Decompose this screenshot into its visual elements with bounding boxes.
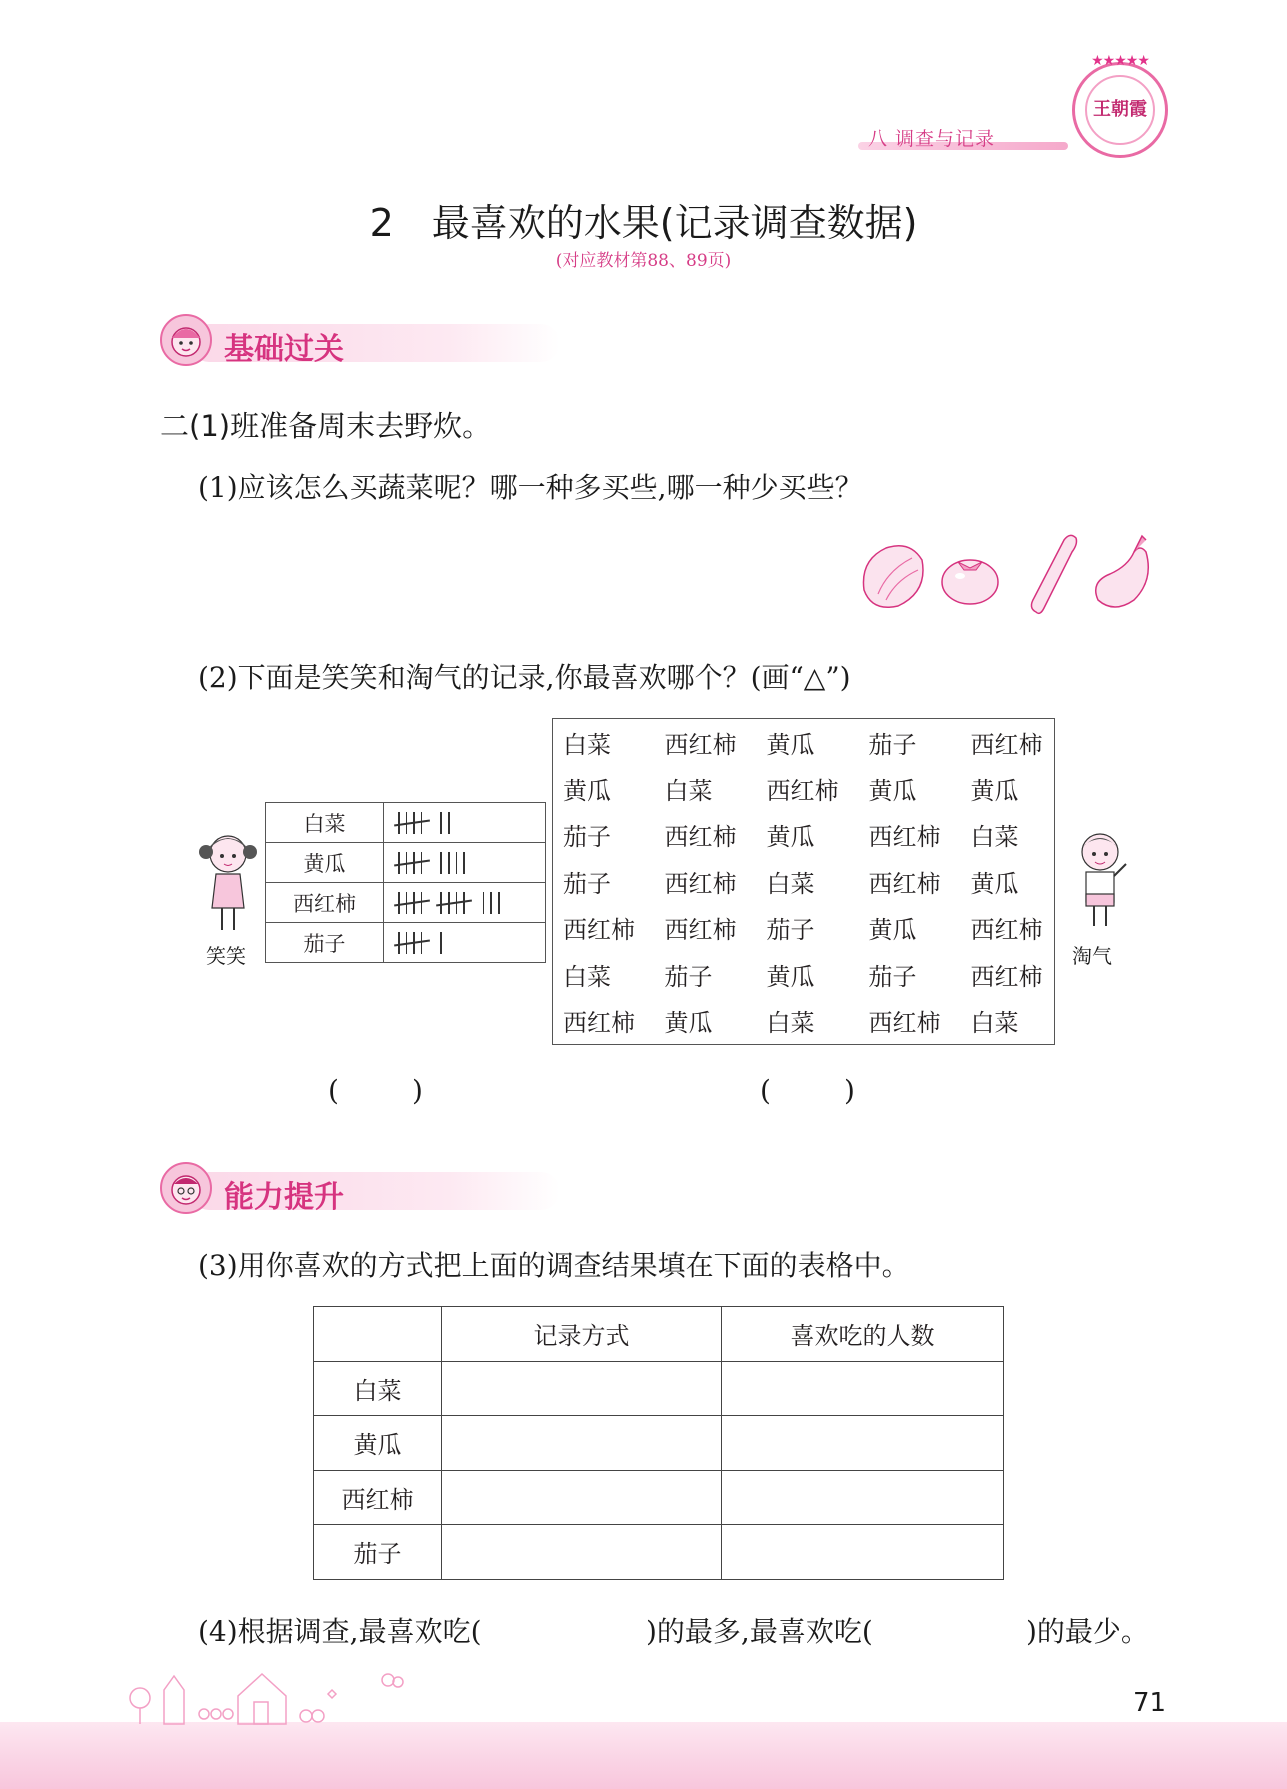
question-4-part-b: )的最多,最喜欢吃( <box>646 1615 873 1648</box>
eggplant-icon <box>1096 536 1149 607</box>
record-cell: 黄瓜 <box>970 869 1019 898</box>
record-cell: 西红柿 <box>970 962 1043 991</box>
result-header-cell: 记录方式 <box>442 1307 722 1362</box>
girl-face-icon <box>160 314 212 366</box>
result-header-row <box>314 1307 1004 1362</box>
tally-row <box>266 883 546 923</box>
record-method-input-cell[interactable] <box>442 1416 722 1471</box>
record-cell: 茄子 <box>766 916 815 945</box>
tally-marks <box>384 843 546 883</box>
record-cell: 白菜 <box>970 823 1019 852</box>
tally-group-five <box>398 932 428 954</box>
record-cell: 西红柿 <box>664 730 737 759</box>
question-3: (3)用你喜欢的方式把上面的调查结果填在下面的表格中。 <box>198 1249 910 1282</box>
taoqi-label: 淘气 <box>1072 944 1112 968</box>
xiaoxiao-girl-illustration <box>196 828 260 938</box>
record-cell: 西红柿 <box>766 776 839 805</box>
page-subtitle: (对应教材第88、89页) <box>555 251 732 271</box>
record-cell: 黄瓜 <box>868 776 917 805</box>
question-4-part-c: )的最少。 <box>1026 1615 1149 1648</box>
record-cell: 西红柿 <box>563 1009 635 1037</box>
chapter-tag: 八 调查与记录 <box>868 128 996 150</box>
cabbage-icon <box>863 546 923 608</box>
intro-text: 二(1)班准备周末去野炊。 <box>160 409 492 443</box>
result-header-cell: 喜欢吃的人数 <box>722 1307 1004 1362</box>
answer-paren-taoqi-close: ) <box>844 1074 855 1107</box>
record-method-input-cell[interactable] <box>442 1470 722 1525</box>
record-cell: 黄瓜 <box>766 730 815 759</box>
result-row <box>314 1470 1004 1525</box>
record-cell: 白菜 <box>970 1009 1019 1037</box>
record-cell: 黄瓜 <box>868 916 917 945</box>
answer-slot-most[interactable] <box>540 1606 644 1646</box>
result-veg-name: 黄瓜 <box>314 1416 442 1471</box>
answer-slot-taoqi[interactable] <box>776 1072 842 1108</box>
tally-group-partial <box>440 812 455 834</box>
tally-veg-name: 黄瓜 <box>266 843 384 883</box>
tomato-icon <box>942 560 998 604</box>
xiaoxiao-label: 笑笑 <box>206 944 246 968</box>
record-cell: 西红柿 <box>868 869 941 898</box>
record-cell: 西红柿 <box>868 823 941 852</box>
record-cell: 西红柿 <box>664 869 737 898</box>
xiaoxiao-tally-table <box>265 802 546 963</box>
question-2: (2)下面是笑笑和淘气的记录,你最喜欢哪个？(画“△”) <box>198 661 851 694</box>
record-cell: 茄子 <box>868 730 917 759</box>
record-row <box>553 998 1055 1045</box>
record-cell: 西红柿 <box>970 916 1043 945</box>
record-row <box>553 719 1055 766</box>
record-cell: 西红柿 <box>868 1009 941 1037</box>
answer-paren-taoqi-open: ( <box>760 1074 771 1107</box>
record-method-input-cell[interactable] <box>442 1361 722 1416</box>
tally-veg-name: 白菜 <box>266 803 384 843</box>
tally-group-five <box>440 892 470 914</box>
taoqi-record-grid <box>552 718 1055 1045</box>
result-row <box>314 1525 1004 1580</box>
seal-text: 王朝霞 <box>1093 99 1147 120</box>
record-cell: 茄子 <box>563 869 611 898</box>
record-cell: 茄子 <box>664 962 713 991</box>
record-cell: 西红柿 <box>664 916 737 945</box>
vegetable-illustrations <box>858 530 1158 620</box>
tally-row <box>266 803 546 843</box>
section-advanced-header <box>160 1162 580 1216</box>
record-cell: 黄瓜 <box>970 776 1019 805</box>
tally-group-partial <box>483 892 506 914</box>
taoqi-boy-illustration <box>1068 826 1132 936</box>
seal-stars: ★★★★★ <box>1091 53 1149 69</box>
tally-veg-name: 西红柿 <box>266 883 384 923</box>
people-count-input-cell[interactable] <box>722 1525 1004 1580</box>
result-row <box>314 1416 1004 1471</box>
result-veg-name: 白菜 <box>314 1361 442 1416</box>
question-4-part-a: (4)根据调查,最喜欢吃( <box>198 1615 482 1648</box>
record-row <box>553 812 1055 859</box>
result-veg-name: 茄子 <box>314 1525 442 1580</box>
record-cell: 白菜 <box>766 869 815 898</box>
page-number: 71 <box>1133 1688 1167 1718</box>
record-cell: 黄瓜 <box>563 776 611 805</box>
record-cell: 茄子 <box>563 823 611 852</box>
tally-group-partial <box>440 932 448 954</box>
tally-group-partial <box>440 852 470 874</box>
result-table <box>313 1306 1004 1580</box>
record-cell: 白菜 <box>766 1009 815 1037</box>
boy-face-icon <box>160 1162 212 1214</box>
record-cell: 西红柿 <box>664 823 737 852</box>
people-count-input-cell[interactable] <box>722 1470 1004 1525</box>
result-row <box>314 1361 1004 1416</box>
tally-veg-name: 茄子 <box>266 923 384 963</box>
tally-row <box>266 843 546 883</box>
record-cell: 茄子 <box>868 962 917 991</box>
cucumber-icon <box>1031 535 1076 613</box>
record-method-input-cell[interactable] <box>442 1525 722 1580</box>
section-advanced-label: 能力提升 <box>224 1180 344 1215</box>
record-cell: 黄瓜 <box>766 962 815 991</box>
record-row <box>553 858 1055 905</box>
record-cell: 西红柿 <box>970 730 1043 759</box>
record-cell: 白菜 <box>563 962 611 991</box>
record-cell: 黄瓜 <box>766 823 815 852</box>
result-veg-name: 西红柿 <box>314 1470 442 1525</box>
section-basic-label: 基础过关 <box>224 332 344 367</box>
record-cell: 白菜 <box>563 730 611 759</box>
tally-group-five <box>398 852 428 874</box>
section-basic-header <box>160 314 580 368</box>
record-row <box>553 765 1055 812</box>
page-title: 2 最喜欢的水果(记录调查数据) <box>369 201 918 245</box>
answer-slot-least[interactable] <box>914 1606 1024 1646</box>
brand-seal-logo <box>1072 53 1168 158</box>
tally-marks <box>384 923 546 963</box>
tally-group-five <box>398 812 428 834</box>
record-cell: 白菜 <box>664 776 713 805</box>
result-header-cell <box>314 1307 442 1362</box>
town-decoration <box>118 1660 418 1726</box>
tally-marks <box>384 803 546 843</box>
record-cell: 黄瓜 <box>664 1009 713 1037</box>
people-count-input-cell[interactable] <box>722 1416 1004 1471</box>
record-row <box>553 905 1055 952</box>
record-row <box>553 951 1055 998</box>
answer-slot-xiaoxiao[interactable] <box>344 1072 410 1108</box>
people-count-input-cell[interactable] <box>722 1361 1004 1416</box>
answer-paren-xiaoxiao-close: ) <box>412 1074 423 1107</box>
tally-marks <box>384 883 546 923</box>
record-cell: 西红柿 <box>563 916 635 945</box>
question-1: (1)应该怎么买蔬菜呢？哪一种多买些,哪一种少买些？ <box>198 471 863 504</box>
footer-band <box>0 1722 1287 1789</box>
tally-row <box>266 923 546 963</box>
tally-group-five <box>398 892 428 914</box>
answer-paren-xiaoxiao-open: ( <box>328 1074 339 1107</box>
